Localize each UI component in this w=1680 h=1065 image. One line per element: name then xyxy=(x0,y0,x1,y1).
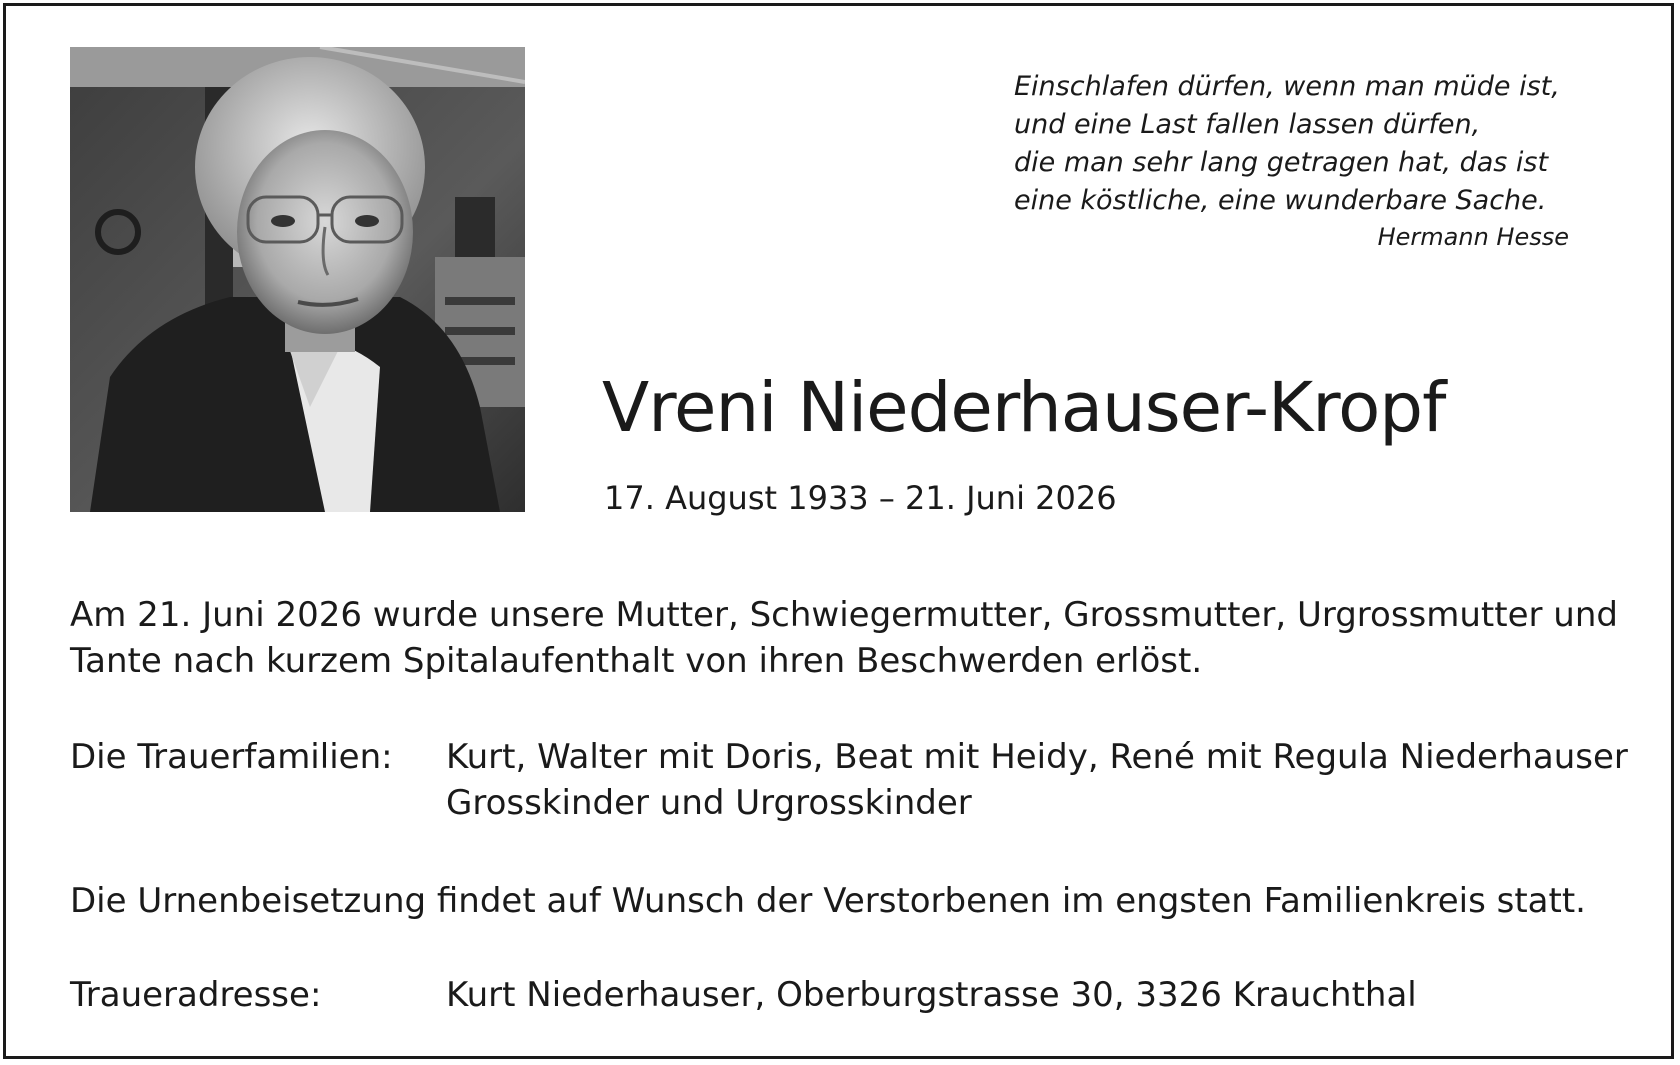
portrait-image xyxy=(70,47,525,512)
quote-line: Einschlafen dürfen, wenn man müde ist, xyxy=(1014,71,1560,102)
announcement-line: Am 21. Juni 2026 wurde unsere Mutter, Schwiegermutter, Grossmutter, Urgrossmutter und xyxy=(70,595,1618,635)
announcement-text xyxy=(70,592,1640,684)
hesse-quote xyxy=(1014,68,1614,254)
obituary-notice xyxy=(3,3,1674,1059)
address-label: Traueradresse: xyxy=(70,975,322,1015)
families-list xyxy=(446,734,1628,826)
portrait-photo xyxy=(70,47,525,512)
deceased-name: Vreni Niederhauser-Kropf xyxy=(602,368,1446,448)
quote-author: Hermann Hesse xyxy=(1377,223,1569,251)
families-line: Kurt, Walter mit Doris, Beat mit Heidy, René mit Regula Niederhauser xyxy=(446,737,1628,777)
quote-line: eine köstliche, eine wunderbare Sache. xyxy=(1014,185,1547,216)
announcement-line: Tante nach kurzem Spitalaufenthalt von ihren Beschwerden erlöst. xyxy=(70,641,1203,681)
burial-text: Die Urnenbeisetzung findet auf Wunsch der Verstorbenen im engsten Familienkreis statt. xyxy=(70,881,1586,921)
address-value: Kurt Niederhauser, Oberburgstrasse 30, 3326 Krauchthal xyxy=(446,975,1417,1015)
quote-line: und eine Last fallen lassen dürfen, xyxy=(1014,109,1481,140)
families-line: Grosskinder und Urgrosskinder xyxy=(446,783,972,823)
life-dates: 17. August 1933 – 21. Juni 2026 xyxy=(604,479,1117,517)
quote-line: die man sehr lang getragen hat, das ist xyxy=(1014,147,1549,178)
families-label: Die Trauerfamilien: xyxy=(70,737,393,777)
